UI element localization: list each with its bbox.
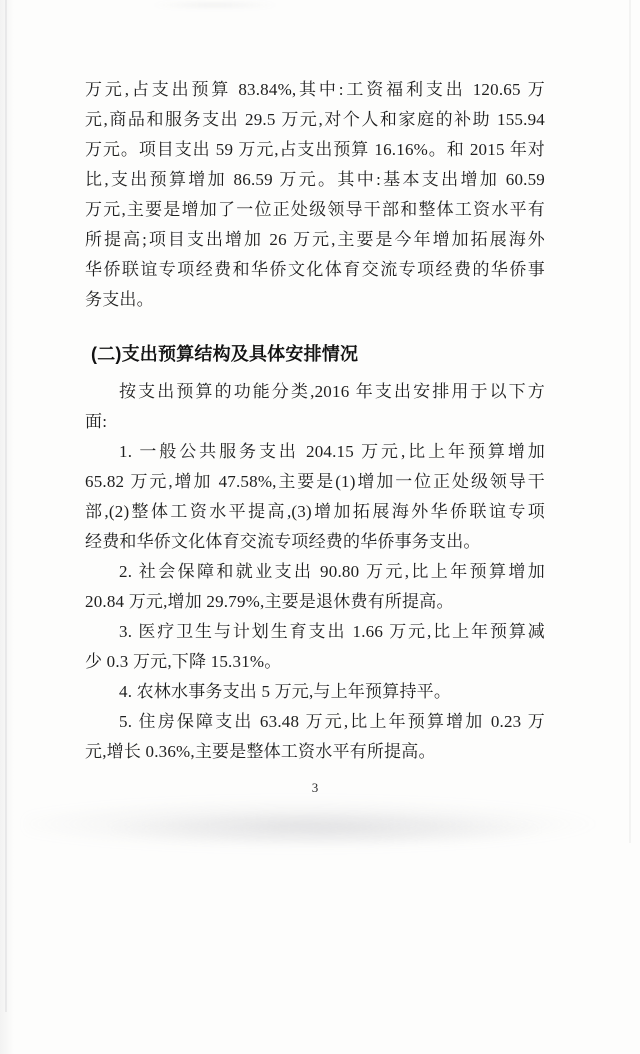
text-line: 少 0.3 万元,下降 15.31%。 [85, 652, 282, 671]
page-number: 3 [311, 780, 319, 795]
text-line: 经费和华侨文化体育交流专项经费的华侨事务支出。 [85, 532, 481, 551]
text-line: 1. 一般公共服务支出 204.15 万元,比上年预算增加 [119, 442, 545, 461]
text-line: 4. 农林水事务支出 5 万元,与上年预算持平。 [119, 682, 452, 701]
document-body-text [85, 75, 545, 767]
text-line: 务支出。 [85, 290, 154, 309]
text-line: 部,(2)整体工资水平提高,(3)增加拓展海外华侨联谊专项 [85, 502, 545, 521]
text-line: 万元。项目支出 59 万元,占支出预算 16.16%。和 2015 年对 [85, 140, 545, 159]
text-line: 华侨联谊专项经费和华侨文化体育交流专项经费的华侨事 [85, 260, 545, 279]
text-line: 比,支出预算增加 86.59 万元。其中:基本支出增加 60.59 [85, 170, 545, 189]
scan-smudge-band [25, 798, 595, 850]
text-line: 5. 住房保障支出 63.48 万元,比上年预算增加 0.23 万 [119, 712, 545, 731]
text-line: 面: [85, 412, 108, 431]
text-line: 万元,主要是增加了一位正处级领导干部和整体工资水平有 [85, 200, 545, 219]
text-line: 20.84 万元,增加 29.79%,主要是退休费有所提高。 [85, 592, 454, 611]
text-line: 所提高;项目支出增加 26 万元,主要是今年增加拓展海外 [85, 230, 545, 249]
text-line: 元,增长 0.36%,主要是整体工资水平有所提高。 [85, 742, 436, 761]
text-line: 3. 医疗卫生与计划生育支出 1.66 万元,比上年预算减 [119, 622, 545, 641]
scan-right-edge-line [629, 0, 631, 843]
text-line: 按支出预算的功能分类,2016 年支出安排用于以下方 [119, 382, 545, 401]
scan-left-edge-shadow [0, 0, 14, 1054]
text-line: 2. 社会保障和就业支出 90.80 万元,比上年预算增加 [119, 562, 545, 581]
text-line: 65.82 万元,增加 47.58%,主要是(1)增加一位正处级领导干 [85, 472, 545, 491]
scan-top-streak [150, 1, 280, 9]
section-heading: (二)支出预算结构及具体安排情况 [91, 344, 359, 364]
text-line: 万元,占支出预算 83.84%,其中:工资福利支出 120.65 万 [85, 80, 545, 99]
text-line: 元,商品和服务支出 29.5 万元,对个人和家庭的补助 155.94 [85, 110, 545, 129]
scan-smudge-band-inner [110, 812, 540, 846]
scan-left-edge-line [5, 0, 7, 1012]
